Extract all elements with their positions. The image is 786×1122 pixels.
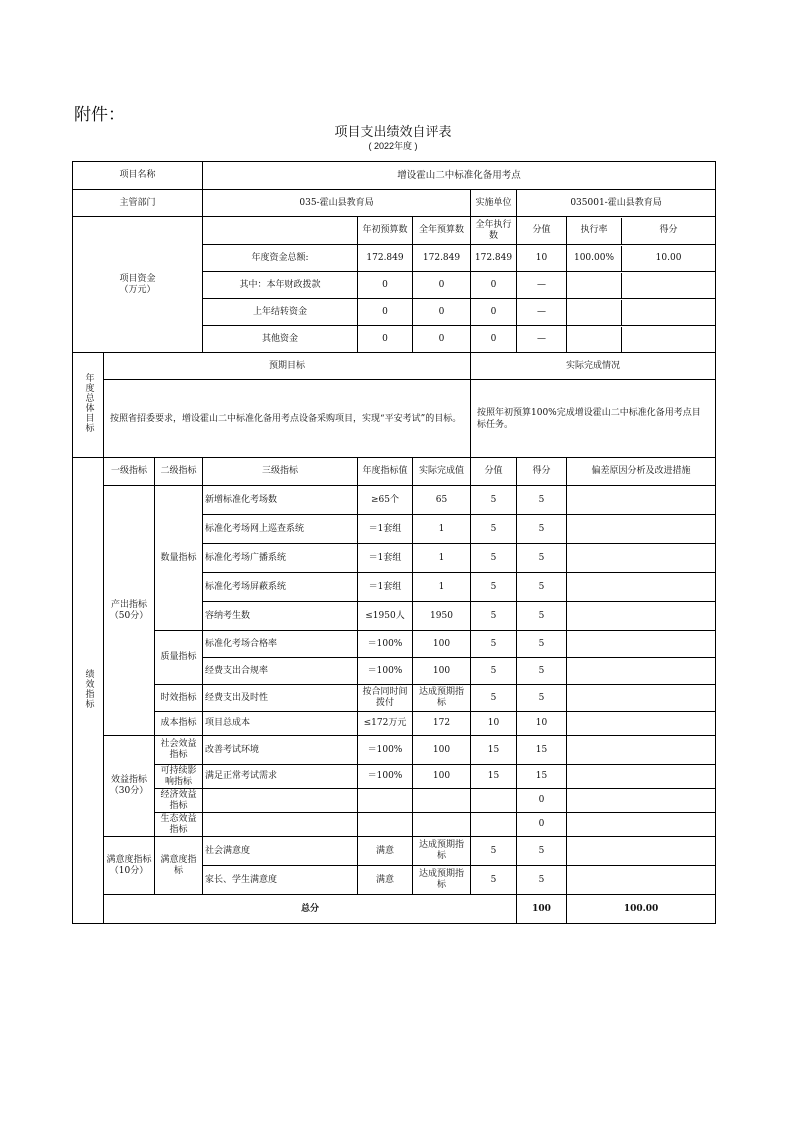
funds-cell: 172.849	[471, 245, 517, 272]
funds-cell: 10.00	[655, 252, 682, 263]
indicator-got: 5	[517, 658, 567, 685]
indicator-actual: 100	[413, 736, 471, 765]
indicator-name: 满足正常考试需求	[203, 765, 358, 789]
indicator-target: 按合同时间拨付	[358, 685, 413, 712]
indicator-target: ＝100%	[358, 765, 413, 789]
indicator-remark	[567, 765, 716, 789]
impl-label: 实施单位	[471, 190, 517, 217]
indicator-actual: 达成预期指标	[413, 866, 471, 895]
goals-label: 年度总体目标	[83, 373, 94, 433]
project-name-label: 项目名称	[73, 162, 203, 190]
indicator-got: 0	[517, 789, 567, 813]
indicator-actual: 1950	[413, 602, 471, 631]
indicator-actual: 100	[413, 631, 471, 658]
funds-row-name: 上年结转资金	[203, 299, 358, 326]
indicator-remark	[567, 515, 716, 544]
indicator-name	[203, 789, 358, 813]
funds-cell: 0	[358, 326, 413, 353]
indicator-actual: 65	[413, 486, 471, 515]
funds-cell: —	[517, 326, 567, 353]
indicator-header: 分值	[471, 458, 517, 486]
indicator-got: 5	[517, 486, 567, 515]
satisfaction-indicator-label: 满意度指标（10分）	[104, 837, 155, 895]
indicator-score: 5	[471, 837, 517, 866]
indicator-name: 经费支出及时性	[203, 685, 358, 712]
impl-value: 035001-霍山县教育局	[517, 190, 716, 217]
funds-split	[567, 245, 716, 272]
indicator-got: 5	[517, 573, 567, 602]
funds-cell: 0	[471, 299, 517, 326]
funds-cell: 10	[517, 245, 567, 272]
funds-header: 全年执行数	[471, 217, 517, 245]
indicator-name: 标准化考场合格率	[203, 631, 358, 658]
indicator-target	[358, 789, 413, 813]
indicator-target: ≤1950人	[358, 602, 413, 631]
indicator-name	[203, 813, 358, 837]
indicator-name: 标准化考场网上巡查系统	[203, 515, 358, 544]
indicator-target: ＝100%	[358, 736, 413, 765]
indicator-remark	[567, 712, 716, 736]
indicators-label-cell	[73, 458, 104, 924]
indicator-got: 5	[517, 685, 567, 712]
indicator-header: 一级指标	[104, 458, 155, 486]
indicator-remark	[567, 866, 716, 895]
funds-header-split	[567, 217, 716, 245]
indicator-remark	[567, 631, 716, 658]
funds-cell	[622, 300, 716, 325]
indicator-remark	[567, 685, 716, 712]
funds-cell	[567, 300, 622, 325]
funds-cell: 0	[413, 272, 471, 299]
indicator-name: 标准化考场广播系统	[203, 544, 358, 573]
funds-label-cell	[73, 217, 203, 353]
indicator-actual: 172	[413, 712, 471, 736]
indicator-remark	[567, 736, 716, 765]
indicator-score: 5	[471, 486, 517, 515]
indicator-name: 容纳考生数	[203, 602, 358, 631]
indicator-got: 15	[517, 765, 567, 789]
funds-header: 全年预算数	[413, 217, 471, 245]
indicator-name: 家长、学生满意度	[203, 866, 358, 895]
cost-indicator-label: 成本指标	[155, 712, 203, 736]
indicator-name: 项目总成本	[203, 712, 358, 736]
indicator-actual	[413, 789, 471, 813]
indicator-name: 新增标准化考场数	[203, 486, 358, 515]
indicator-got: 5	[517, 631, 567, 658]
indicator-got: 0	[517, 813, 567, 837]
indicator-remark	[567, 486, 716, 515]
funds-header: 得分	[659, 225, 678, 235]
expected-goal-label: 预期目标	[104, 353, 471, 380]
indicator-score: 5	[471, 544, 517, 573]
output-indicator-label: 产出指标（50分）	[104, 486, 155, 736]
project-name: 增设霍山二中标准化备用考点	[203, 162, 716, 190]
ecological-benefit-label: 生态效益指标	[155, 813, 203, 837]
quantity-indicator-label: 数量指标	[155, 486, 203, 631]
funds-cell	[567, 327, 622, 352]
funds-split	[567, 299, 716, 326]
indicator-name: 经费支出合规率	[203, 658, 358, 685]
indicator-name: 改善考试环境	[203, 736, 358, 765]
indicator-got: 5	[517, 602, 567, 631]
indicator-target: ＝1套组	[358, 573, 413, 602]
actual-completion-text: 按照年初预算100%完成增设霍山二中标准化备用考点目标任务。	[471, 380, 716, 458]
funds-cell	[622, 273, 716, 298]
indicator-score: 5	[471, 602, 517, 631]
indicator-target: ＝100%	[358, 631, 413, 658]
indicator-remark	[567, 789, 716, 813]
funds-cell: 172.849	[413, 245, 471, 272]
attachment-label: 附件：	[74, 105, 125, 125]
funds-header: 年初预算数	[358, 217, 413, 245]
self-evaluation-table	[72, 161, 716, 924]
indicator-score: 5	[471, 658, 517, 685]
indicator-got: 5	[517, 515, 567, 544]
funds-cell: —	[517, 299, 567, 326]
indicator-target	[358, 813, 413, 837]
indicator-target: ≥65个	[358, 486, 413, 515]
funds-cell: 0	[471, 272, 517, 299]
indicator-remark	[567, 544, 716, 573]
indicator-name: 标准化考场屏蔽系统	[203, 573, 358, 602]
funds-cell	[622, 327, 716, 352]
quality-indicator-label: 质量指标	[155, 631, 203, 685]
funds-cell: 0	[413, 326, 471, 353]
indicator-header: 偏差原因分析及改进措施	[567, 458, 716, 486]
indicator-remark	[567, 573, 716, 602]
dept-label: 主管部门	[73, 190, 203, 217]
indicator-got: 15	[517, 736, 567, 765]
funds-split	[567, 272, 716, 299]
sustainable-impact-label: 可持续影响指标	[155, 765, 203, 789]
indicator-score: 5	[471, 631, 517, 658]
economic-benefit-label: 经济效益指标	[155, 789, 203, 813]
indicator-actual: 达成预期指标	[413, 837, 471, 866]
funds-label: 项目资金	[119, 273, 156, 284]
indicator-remark	[567, 658, 716, 685]
indicators-label: 绩效指标	[83, 668, 94, 709]
funds-row-name: 年度资金总额:	[203, 245, 358, 272]
indicator-actual: 达成预期指标	[413, 685, 471, 712]
funds-cell: 0	[413, 299, 471, 326]
dept-value: 035-霍山县教育局	[203, 190, 471, 217]
indicator-actual	[413, 813, 471, 837]
time-indicator-label: 时效指标	[155, 685, 203, 712]
indicator-target: 满意	[358, 866, 413, 895]
indicator-target: ＝1套组	[358, 544, 413, 573]
indicator-header: 三级指标	[203, 458, 358, 486]
funds-cell	[567, 273, 622, 298]
indicator-target: ＝100%	[358, 658, 413, 685]
funds-cell: 0	[358, 272, 413, 299]
indicator-target: ＝1套组	[358, 515, 413, 544]
indicator-header: 实际完成值	[413, 458, 471, 486]
indicator-score: 15	[471, 736, 517, 765]
funds-header-blank	[203, 217, 358, 245]
indicator-actual: 100	[413, 658, 471, 685]
funds-cell: 0	[471, 326, 517, 353]
indicator-actual: 1	[413, 515, 471, 544]
indicator-remark	[567, 813, 716, 837]
funds-cell: 172.849	[358, 245, 413, 272]
funds-split	[567, 326, 716, 353]
indicator-score: 5	[471, 685, 517, 712]
indicator-score: 5	[471, 515, 517, 544]
indicator-actual: 1	[413, 544, 471, 573]
indicator-actual: 100	[413, 765, 471, 789]
indicator-header: 二级指标	[155, 458, 203, 486]
funds-row-name: 其他资金	[203, 326, 358, 353]
funds-cell: —	[517, 272, 567, 299]
year-subtitle: ( 2022年度 )	[368, 141, 418, 151]
indicator-score	[471, 789, 517, 813]
indicator-name: 社会满意度	[203, 837, 358, 866]
funds-row-name: 其中：本年财政拨款	[203, 272, 358, 299]
indicator-got: 10	[517, 712, 567, 736]
indicator-header: 年度指标值	[358, 458, 413, 486]
total-score: 100	[517, 895, 567, 924]
goals-label-cell	[73, 353, 104, 458]
indicator-score: 5	[471, 573, 517, 602]
indicator-score: 15	[471, 765, 517, 789]
benefit-indicator-label: 效益指标（30分）	[104, 736, 155, 837]
social-benefit-label: 社会效益指标	[155, 736, 203, 765]
total-got: 100.00	[567, 895, 716, 924]
indicator-remark	[567, 602, 716, 631]
funds-cell: 100.00%	[567, 246, 622, 271]
indicator-score: 10	[471, 712, 517, 736]
indicator-actual: 1	[413, 573, 471, 602]
indicator-remark	[567, 837, 716, 866]
funds-header: 分值	[517, 217, 567, 245]
funds-cell: 0	[358, 299, 413, 326]
funds-header: 执行率	[567, 218, 622, 244]
total-label: 总分	[104, 895, 517, 924]
expected-goal-text: 按照省招委要求，增设霍山二中标准化备用考点设备采购项目，实现“平安考试”的目标。	[104, 380, 471, 458]
indicator-target: 满意	[358, 837, 413, 866]
indicator-score: 5	[471, 866, 517, 895]
indicator-header: 得分	[517, 458, 567, 486]
indicator-got: 5	[517, 866, 567, 895]
indicator-target: ≤172万元	[358, 712, 413, 736]
satisfaction-sub-label: 满意度指标	[155, 837, 203, 895]
actual-completion-label: 实际完成情况	[471, 353, 716, 380]
indicator-got: 5	[517, 544, 567, 573]
indicator-score	[471, 813, 517, 837]
page-title: 项目支出绩效自评表	[334, 125, 452, 140]
funds-unit: （万元）	[119, 284, 156, 295]
indicator-got: 5	[517, 837, 567, 866]
